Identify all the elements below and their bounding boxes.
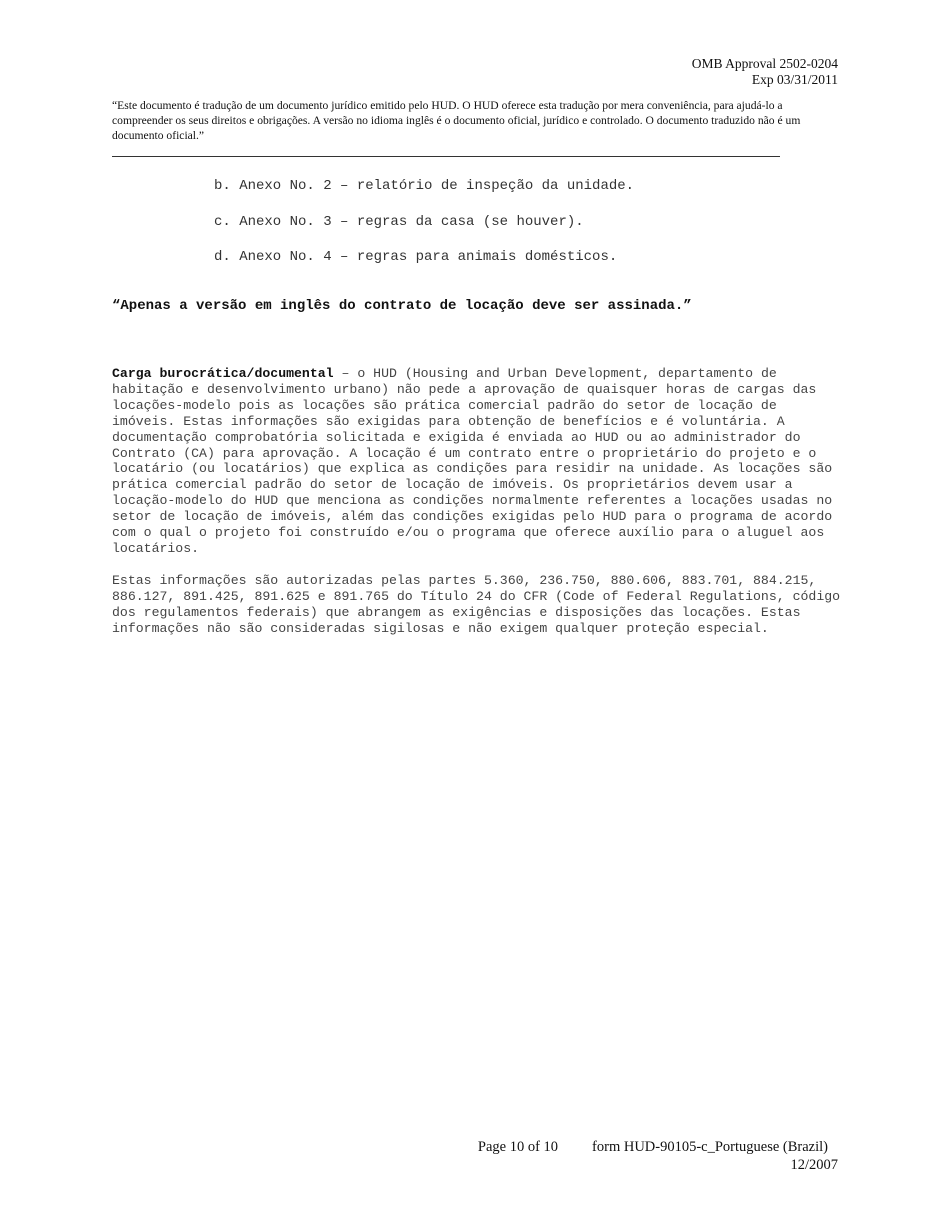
- omb-approval-number: OMB Approval 2502-0204: [691, 56, 838, 71]
- paperwork-burden-text: – o HUD (Housing and Urban Development, departamento de habitação e desenvolvimento urbano) não pede a aprovação de quaisquer horas de cargas das locações-modelo pois as locações são prática comercial padrão do setor de locação de imóveis. Estas informações são exigidas para obtenção de benefícios e é voluntária. A documentação comprobatória solicitada e exigida é enviada ao HUD ou ao administrador do Contrato (CA) para aprovação. A locação é um contrato entre o proprietário do projeto e o locatário (ou locatários) que explica as condições para residir na unidade. As locações são prática comercial padrão do setor de locação de imóveis. Os proprietários devem usar a locação-modelo do HUD que menciona as condições normalmente referentes a locações usadas no setor de locação de imóveis, além das condições exigidas pelo HUD para o programa de acordo com o qual o projeto foi construído e/ou o programa que oferece auxílio para o aluguel aos locatários.: [112, 366, 833, 556]
- form-identifier: form HUD-90105-c_Portuguese (Brazil): [592, 1139, 828, 1155]
- annex-list: [214, 176, 634, 283]
- page-footer: [478, 1138, 838, 1174]
- paperwork-burden-heading: Carga burocrática/documental: [112, 366, 334, 381]
- header-divider: [112, 156, 780, 157]
- annex-item-4: d. Anexo No. 4 – regras para animais domésticos.: [214, 249, 618, 265]
- translation-disclaimer: “Este documento é tradução de um documento jurídico emitido pelo HUD. O HUD oferece esta tradução por mera conveniência, para ajudá-lo a compreender os seus direitos e obrigações. A versão no idioma inglês é o documento oficial, jurídico e controlado. O documento traduzido não é um documento oficial.”: [112, 99, 801, 142]
- form-date: 12/2007: [790, 1157, 838, 1173]
- omb-approval-block: [692, 56, 838, 88]
- authority-paragraph: Estas informações são autorizadas pelas partes 5.360, 236.750, 880.606, 883.701, 884.215, 886.127, 891.425, 891.625 e 891.765 do Título 24 do CFR (Code of Federal Regulations, código dos regulamentos federais) que abrangem as exigências e disposições das locações. Estas informações não são consideradas sigilosas e não exigem qualquer proteção especial.: [112, 573, 841, 636]
- omb-expiration-date: Exp 03/31/2011: [751, 72, 838, 87]
- annex-item-3: c. Anexo No. 3 – regras da casa (se houver).: [214, 213, 584, 230]
- page-number: Page 10 of 10: [477, 1139, 559, 1155]
- paperwork-burden-paragraph: [112, 366, 842, 557]
- signing-note: “Apenas a versão em inglês do contrato de locação deve ser assinada.”: [112, 298, 692, 314]
- annex-item-2: b. Anexo No. 2 – relatório de inspeção da unidade.: [214, 178, 635, 194]
